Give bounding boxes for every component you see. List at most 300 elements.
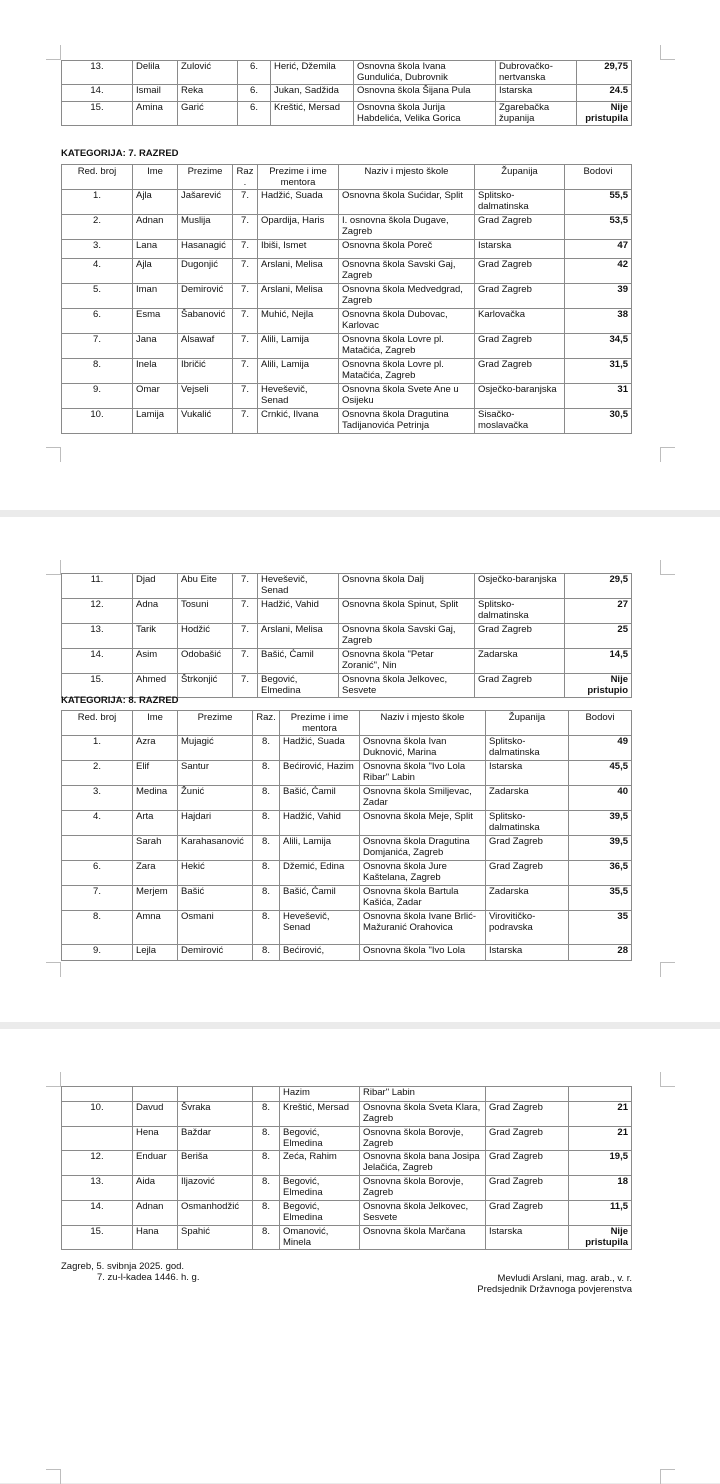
category-8-heading: KATEGORIJA: 8. RAZRED: [61, 695, 179, 706]
cell-county: Dubrovačko-nertvanska: [496, 61, 577, 85]
page-3: [0, 1029, 720, 1483]
cell-mentor: Hadžić, Suada: [258, 190, 339, 215]
cell-mentor: Omanović, Minela: [280, 1226, 360, 1250]
cell-county: Grad Zagreb: [475, 674, 565, 698]
cell-first-name: Elif: [133, 761, 178, 786]
cell-school: Osnovna škola Ivana Gundulića, Dubrovnik: [354, 61, 496, 85]
cell-grade: 6.: [238, 85, 271, 102]
cell-county: Istarska: [486, 1226, 569, 1250]
cell-school: Osnovna škola Dragutina Domjanića, Zagreb: [360, 836, 486, 861]
corner-mark: [660, 1469, 675, 1484]
table-grade8: [61, 710, 632, 961]
cell-first-name: Lana: [133, 240, 178, 259]
corner-mark: [660, 962, 675, 977]
cell-school: Osnovna škola Smiljevac, Zadar: [360, 786, 486, 811]
cell-school: Osnovna škola Marčana: [360, 1226, 486, 1250]
cell-county: Zadarska: [486, 786, 569, 811]
cell-mentor: Begović, Elmedina: [280, 1176, 360, 1201]
cell-last-name: Mujagić: [178, 736, 253, 761]
cell-mentor: Arslani, Melisa: [258, 259, 339, 284]
cell-last-name: Štrkonjić: [178, 674, 233, 698]
cell-last-name: Baždar: [178, 1127, 253, 1151]
footer-hijri-date: 7. zu-l-kadea 1446. h. g.: [97, 1272, 200, 1283]
cell-school: Osnovna škola Lovre pl. Matačića, Zagreb: [339, 359, 475, 384]
cell-school: Osnovna škola "Ivo Lola Ribar" Labin: [360, 761, 486, 786]
cell-school: Osnovna škola "Petar Zoranić", Nin: [339, 649, 475, 674]
cell-school: Osnovna škola Ivan Duknović, Marina: [360, 736, 486, 761]
cell-county: Karlovačka: [475, 309, 565, 334]
cell-first-name: Zara: [133, 861, 178, 886]
cell-grade: 7.: [233, 624, 258, 649]
cell-first-name: Iman: [133, 284, 178, 309]
cell-county: Grad Zagreb: [475, 259, 565, 284]
cell-mentor: Bećirović,: [280, 945, 360, 961]
cell-county: Virovitičko-podravska: [486, 911, 569, 945]
cell-grade: 7.: [233, 574, 258, 599]
cell-county: Istarska: [475, 240, 565, 259]
cell-points: 14,5: [565, 649, 632, 674]
cell-mentor: Arslani, Melisa: [258, 284, 339, 309]
cell-first-name: Djad: [133, 574, 178, 599]
cell-first-name: Enduar: [133, 1151, 178, 1176]
cell-points: 36,5: [569, 861, 632, 886]
corner-mark: [46, 45, 61, 60]
cell-last-name: Jašarević: [178, 190, 233, 215]
cell-grade: 8.: [253, 736, 280, 761]
table-row: [62, 1127, 632, 1151]
cell-grade: 7.: [233, 334, 258, 359]
corner-mark: [660, 447, 675, 462]
col-zupanija: Županija: [475, 165, 565, 190]
cell-points: Nije pristupio: [565, 674, 632, 698]
table-row: [62, 190, 632, 215]
cell-points: 55,5: [565, 190, 632, 215]
col-mentor: Prezime i ime mentora: [280, 711, 360, 736]
cell-county: Osječko-baranjska: [475, 574, 565, 599]
cell-points: 31,5: [565, 359, 632, 384]
table-row: [62, 102, 632, 126]
cell-points: 18: [569, 1176, 632, 1201]
cell-grade: 7.: [233, 599, 258, 624]
cell-mentor: Hadžić, Suada: [280, 736, 360, 761]
table-row: [62, 309, 632, 334]
cell-grade: 7.: [233, 240, 258, 259]
col-skola: Naziv i mjesto škole: [339, 165, 475, 190]
cell-last-name: Iljazović: [178, 1176, 253, 1201]
cell-school: Osnovna škola Dubovac, Karlovac: [339, 309, 475, 334]
cell-grade: 7.: [233, 309, 258, 334]
cell-last-name: Vejseli: [178, 384, 233, 409]
cell-grade: 8.: [253, 861, 280, 886]
cell-rank: 12.: [62, 1151, 133, 1176]
cell-school: Osnovna škola Šijana Pula: [354, 85, 496, 102]
cell-first-name: Hana: [133, 1226, 178, 1250]
cell-points: 35: [569, 911, 632, 945]
cell-mentor: Heveševič, Senad: [258, 574, 339, 599]
cell-last-name: Spahić: [178, 1226, 253, 1250]
category-7-heading: KATEGORIJA: 7. RAZRED: [61, 148, 179, 159]
cell-rank: 11.: [62, 574, 133, 599]
table-grade7: [61, 164, 632, 434]
cell-grade: 8.: [253, 1226, 280, 1250]
corner-mark: [660, 45, 675, 60]
table-row: [62, 334, 632, 359]
page-2: [0, 517, 720, 1022]
cell-school: Osnovna škola Medvedgrad, Zagreb: [339, 284, 475, 309]
cell-points: Nije pristupila: [569, 1226, 632, 1250]
cell-mentor: Kreštić, Mersad: [271, 102, 354, 126]
cell-rank: 15.: [62, 102, 133, 126]
cell-points: 39: [565, 284, 632, 309]
cell-mentor: Begović, Elmedina: [258, 674, 339, 698]
cell-mentor: Opardija, Haris: [258, 215, 339, 240]
cell-points: 42: [565, 259, 632, 284]
cell-first-name: Merjem: [133, 886, 178, 911]
corner-mark: [46, 1469, 61, 1484]
table-row: [62, 240, 632, 259]
cell-first-name: Adna: [133, 599, 178, 624]
table-row: [62, 259, 632, 284]
cell-first-name: Medina: [133, 786, 178, 811]
table-row: [62, 1226, 632, 1250]
cell-last-name: Hodžić: [178, 624, 233, 649]
cell-rank: 5.: [62, 284, 133, 309]
cell-rank: 14.: [62, 85, 133, 102]
cell-first-name: Lamija: [133, 409, 178, 434]
corner-mark: [46, 560, 61, 575]
cell-first-name: Inela: [133, 359, 178, 384]
cell-school: Osnovna škola Lovre pl. Matačića, Zagreb: [339, 334, 475, 359]
cell-school: Osnovna škola Svete Ane u Osijeku: [339, 384, 475, 409]
cell-last-name: Ibričić: [178, 359, 233, 384]
cell-county: Sisačko-moslavačka: [475, 409, 565, 434]
cell-points: 11,5: [569, 1201, 632, 1226]
cell-rank: 3.: [62, 240, 133, 259]
cell-mentor: Muhić, Nejla: [258, 309, 339, 334]
cell-points: 45,5: [569, 761, 632, 786]
cell-points: 35,5: [569, 886, 632, 911]
col-mentor: Prezime i ime mentora: [258, 165, 339, 190]
cell-school: I. osnovna škola Dugave, Zagreb: [339, 215, 475, 240]
cell-grade: 8.: [253, 811, 280, 836]
cell-points: [569, 1087, 632, 1102]
cell-grade: 7.: [233, 674, 258, 698]
table-row: [62, 649, 632, 674]
cell-county: Zgarebačka županija: [496, 102, 577, 126]
cell-mentor: Begović, Elmedina: [280, 1127, 360, 1151]
cell-county: Splitsko-dalmatinska: [475, 599, 565, 624]
cell-county: Splitsko-dalmatinska: [486, 811, 569, 836]
cell-last-name: Dugonjić: [178, 259, 233, 284]
cell-grade: 8.: [253, 1201, 280, 1226]
table-row: [62, 85, 632, 102]
cell-school: Ribar" Labin: [360, 1087, 486, 1102]
cell-school: Osnovna škola Borovje, Zagreb: [360, 1176, 486, 1201]
cell-points: 19,5: [569, 1151, 632, 1176]
cell-school: Osnovna škola Bartula Kašića, Zadar: [360, 886, 486, 911]
cell-points: 25: [565, 624, 632, 649]
table-row: [62, 1102, 632, 1127]
table-row: [62, 215, 632, 240]
table-row: [62, 384, 632, 409]
cell-points: 29,5: [565, 574, 632, 599]
table-row: [62, 761, 632, 786]
cell-rank: 13.: [62, 61, 133, 85]
cell-county: Grad Zagreb: [486, 1151, 569, 1176]
cell-mentor: Arslani, Melisa: [258, 624, 339, 649]
cell-mentor: Alili, Lamija: [258, 334, 339, 359]
cell-first-name: Amina: [133, 102, 178, 126]
cell-last-name: Odobašić: [178, 649, 233, 674]
cell-grade: [253, 1087, 280, 1102]
cell-grade: 7.: [233, 409, 258, 434]
cell-last-name: Beriša: [178, 1151, 253, 1176]
cell-points: 24.5: [577, 85, 632, 102]
col-raz: Raz.: [233, 165, 258, 190]
cell-grade: 6.: [238, 61, 271, 85]
footer-signer: Mevludi Arslani, mag. arab., v. r.: [497, 1273, 632, 1284]
cell-rank: 9.: [62, 945, 133, 961]
table-row: [62, 811, 632, 836]
cell-school: Osnovna škola Ivane Brlić-Mažuranić Orahovica: [360, 911, 486, 945]
cell-first-name: Ismail: [133, 85, 178, 102]
cell-rank: 2.: [62, 761, 133, 786]
cell-school: Osnovna škola Poreč: [339, 240, 475, 259]
cell-county: Grad Zagreb: [475, 359, 565, 384]
cell-rank: 4.: [62, 811, 133, 836]
footer-date: Zagreb, 5. svibnja 2025. god.: [61, 1261, 185, 1272]
table-row: [62, 284, 632, 309]
cell-first-name: Amna: [133, 911, 178, 945]
cell-rank: 6.: [62, 861, 133, 886]
cell-rank: [62, 1127, 133, 1151]
cell-first-name: Asim: [133, 649, 178, 674]
cell-first-name: Aida: [133, 1176, 178, 1201]
cell-last-name: Reka: [178, 85, 238, 102]
cell-points: 53,5: [565, 215, 632, 240]
cell-first-name: Omar: [133, 384, 178, 409]
cell-first-name: Arta: [133, 811, 178, 836]
cell-rank: 10.: [62, 1102, 133, 1127]
cell-grade: 7.: [233, 384, 258, 409]
table-row: [62, 786, 632, 811]
cell-grade: 8.: [253, 1151, 280, 1176]
col-ime: Ime: [133, 711, 178, 736]
cell-school: Osnovna škola Savski Gaj, Zagreb: [339, 259, 475, 284]
cell-mentor: Hazim: [280, 1087, 360, 1102]
cell-points: 21: [569, 1127, 632, 1151]
cell-first-name: [133, 1087, 178, 1102]
cell-rank: 8.: [62, 911, 133, 945]
col-zupanija: Županija: [486, 711, 569, 736]
cell-county: Grad Zagreb: [486, 836, 569, 861]
cell-school: Osnovna škola Savski Gaj, Zagreb: [339, 624, 475, 649]
cell-county: Grad Zagreb: [475, 334, 565, 359]
cell-first-name: Ahmed: [133, 674, 178, 698]
cell-grade: 6.: [238, 102, 271, 126]
cell-last-name: Bašić: [178, 886, 253, 911]
table-grade6-continued: [61, 60, 632, 126]
corner-mark: [46, 447, 61, 462]
cell-first-name: Adnan: [133, 1201, 178, 1226]
page-1: [0, 0, 720, 510]
cell-last-name: Osmanhodžić: [178, 1201, 253, 1226]
cell-county: Grad Zagreb: [486, 1201, 569, 1226]
cell-rank: 7.: [62, 334, 133, 359]
cell-county: Osječko-baranjska: [475, 384, 565, 409]
cell-first-name: Jana: [133, 334, 178, 359]
cell-rank: 9.: [62, 384, 133, 409]
cell-mentor: Bašić, Ćamil: [280, 886, 360, 911]
cell-county: Splitsko-dalmatinska: [486, 736, 569, 761]
table-row: [62, 1201, 632, 1226]
table-row: [62, 861, 632, 886]
cell-county: Istarska: [496, 85, 577, 102]
cell-last-name: Šabanović: [178, 309, 233, 334]
cell-mentor: Zeća, Rahim: [280, 1151, 360, 1176]
cell-last-name: Žunić: [178, 786, 253, 811]
cell-school: Osnovna škola Borovje, Zagreb: [360, 1127, 486, 1151]
cell-mentor: Heveševič, Senad: [280, 911, 360, 945]
cell-points: 28: [569, 945, 632, 961]
cell-county: Grad Zagreb: [486, 1176, 569, 1201]
col-bodovi: Bodovi: [565, 165, 632, 190]
cell-first-name: Hena: [133, 1127, 178, 1151]
cell-county: Istarska: [486, 761, 569, 786]
table-row: [62, 1087, 632, 1102]
cell-county: Grad Zagreb: [475, 624, 565, 649]
col-rb: Red. broj: [62, 165, 133, 190]
cell-grade: 8.: [253, 886, 280, 911]
cell-last-name: Santur: [178, 761, 253, 786]
cell-county: Zadarska: [486, 886, 569, 911]
cell-rank: 8.: [62, 359, 133, 384]
table-row: [62, 574, 632, 599]
cell-mentor: Jukan, Sadžida: [271, 85, 354, 102]
cell-first-name: Davud: [133, 1102, 178, 1127]
cell-rank: 13.: [62, 1176, 133, 1201]
table-row: [62, 624, 632, 649]
cell-mentor: Hadžić, Vahid: [280, 811, 360, 836]
corner-mark: [660, 560, 675, 575]
cell-grade: 8.: [253, 761, 280, 786]
cell-first-name: Delila: [133, 61, 178, 85]
cell-grade: 8.: [253, 945, 280, 961]
cell-mentor: Ibiši, Ismet: [258, 240, 339, 259]
table-row: [62, 409, 632, 434]
cell-points: 27: [565, 599, 632, 624]
cell-first-name: Esma: [133, 309, 178, 334]
cell-school: Osnovna škola Dalj: [339, 574, 475, 599]
cell-rank: 3.: [62, 786, 133, 811]
cell-last-name: Zulović: [178, 61, 238, 85]
cell-school: Osnovna škola Dragutina Tadijanovića Petrinja: [339, 409, 475, 434]
cell-county: [486, 1087, 569, 1102]
cell-rank: 1.: [62, 190, 133, 215]
cell-last-name: Alsawaf: [178, 334, 233, 359]
cell-school: Osnovna škola Sveta Klara, Zagreb: [360, 1102, 486, 1127]
table-row: [62, 836, 632, 861]
cell-mentor: Bašić, Ćamil: [258, 649, 339, 674]
cell-last-name: [178, 1087, 253, 1102]
cell-county: Grad Zagreb: [475, 284, 565, 309]
corner-mark: [660, 1072, 675, 1087]
cell-points: 38: [565, 309, 632, 334]
cell-mentor: Begović, Elmedina: [280, 1201, 360, 1226]
corner-mark: [46, 1072, 61, 1087]
cell-last-name: Osmani: [178, 911, 253, 945]
cell-last-name: Hajdari: [178, 811, 253, 836]
table-row: [62, 599, 632, 624]
cell-rank: 15.: [62, 1226, 133, 1250]
col-bodovi: Bodovi: [569, 711, 632, 736]
cell-rank: 13.: [62, 624, 133, 649]
cell-last-name: Demirović: [178, 945, 253, 961]
cell-first-name: Adnan: [133, 215, 178, 240]
cell-grade: 8.: [253, 786, 280, 811]
cell-rank: [62, 1087, 133, 1102]
table-grade8-continued: [61, 1086, 632, 1250]
table-row: [62, 911, 632, 945]
cell-school: Osnovna škola Spinut, Split: [339, 599, 475, 624]
cell-first-name: Ajla: [133, 190, 178, 215]
col-skola: Naziv i mjesto škole: [360, 711, 486, 736]
col-raz: Raz.: [253, 711, 280, 736]
cell-school: Osnovna škola Sućidar, Split: [339, 190, 475, 215]
col-prezime: Prezime: [178, 711, 253, 736]
cell-points: 39,5: [569, 811, 632, 836]
cell-school: Osnovna škola bana Josipa Jelačića, Zagreb: [360, 1151, 486, 1176]
cell-last-name: Vukalić: [178, 409, 233, 434]
cell-rank: 14.: [62, 649, 133, 674]
cell-school: Osnovna škola Jure Kaštelana, Zagreb: [360, 861, 486, 886]
table-row: [62, 945, 632, 961]
cell-grade: 8.: [253, 1102, 280, 1127]
cell-grade: 7.: [233, 284, 258, 309]
cell-mentor: Heveševič, Senad: [258, 384, 339, 409]
cell-school: Osnovna škola Jelkovec, Sesvete: [360, 1201, 486, 1226]
cell-mentor: Džemić, Edina: [280, 861, 360, 886]
cell-school: Osnovna škola Meje, Split: [360, 811, 486, 836]
table-row: [62, 674, 632, 698]
table-grade7-continued: [61, 573, 632, 698]
cell-last-name: Tosuni: [178, 599, 233, 624]
cell-last-name: Muslija: [178, 215, 233, 240]
table-row: [62, 61, 632, 85]
cell-first-name: Lejla: [133, 945, 178, 961]
cell-points: 31: [565, 384, 632, 409]
cell-mentor: Bašić, Ćamil: [280, 786, 360, 811]
cell-rank: 7.: [62, 886, 133, 911]
table-row: [62, 886, 632, 911]
cell-school: Osnovna škola "Ivo Lola: [360, 945, 486, 961]
col-ime: Ime: [133, 165, 178, 190]
col-rb: Red. broj: [62, 711, 133, 736]
cell-county: Istarska: [486, 945, 569, 961]
cell-mentor: Bećirović, Hazim: [280, 761, 360, 786]
footer-role: Predsjednik Državnoga povjerenstva: [477, 1284, 632, 1295]
cell-points: 30,5: [565, 409, 632, 434]
table-header-row: [62, 711, 632, 736]
cell-rank: [62, 836, 133, 861]
cell-county: Grad Zagreb: [486, 1102, 569, 1127]
cell-county: Splitsko-dalmatinska: [475, 190, 565, 215]
cell-last-name: Demirović: [178, 284, 233, 309]
cell-last-name: Švraka: [178, 1102, 253, 1127]
cell-points: 39,5: [569, 836, 632, 861]
cell-rank: 15.: [62, 674, 133, 698]
cell-points: 29,75: [577, 61, 632, 85]
